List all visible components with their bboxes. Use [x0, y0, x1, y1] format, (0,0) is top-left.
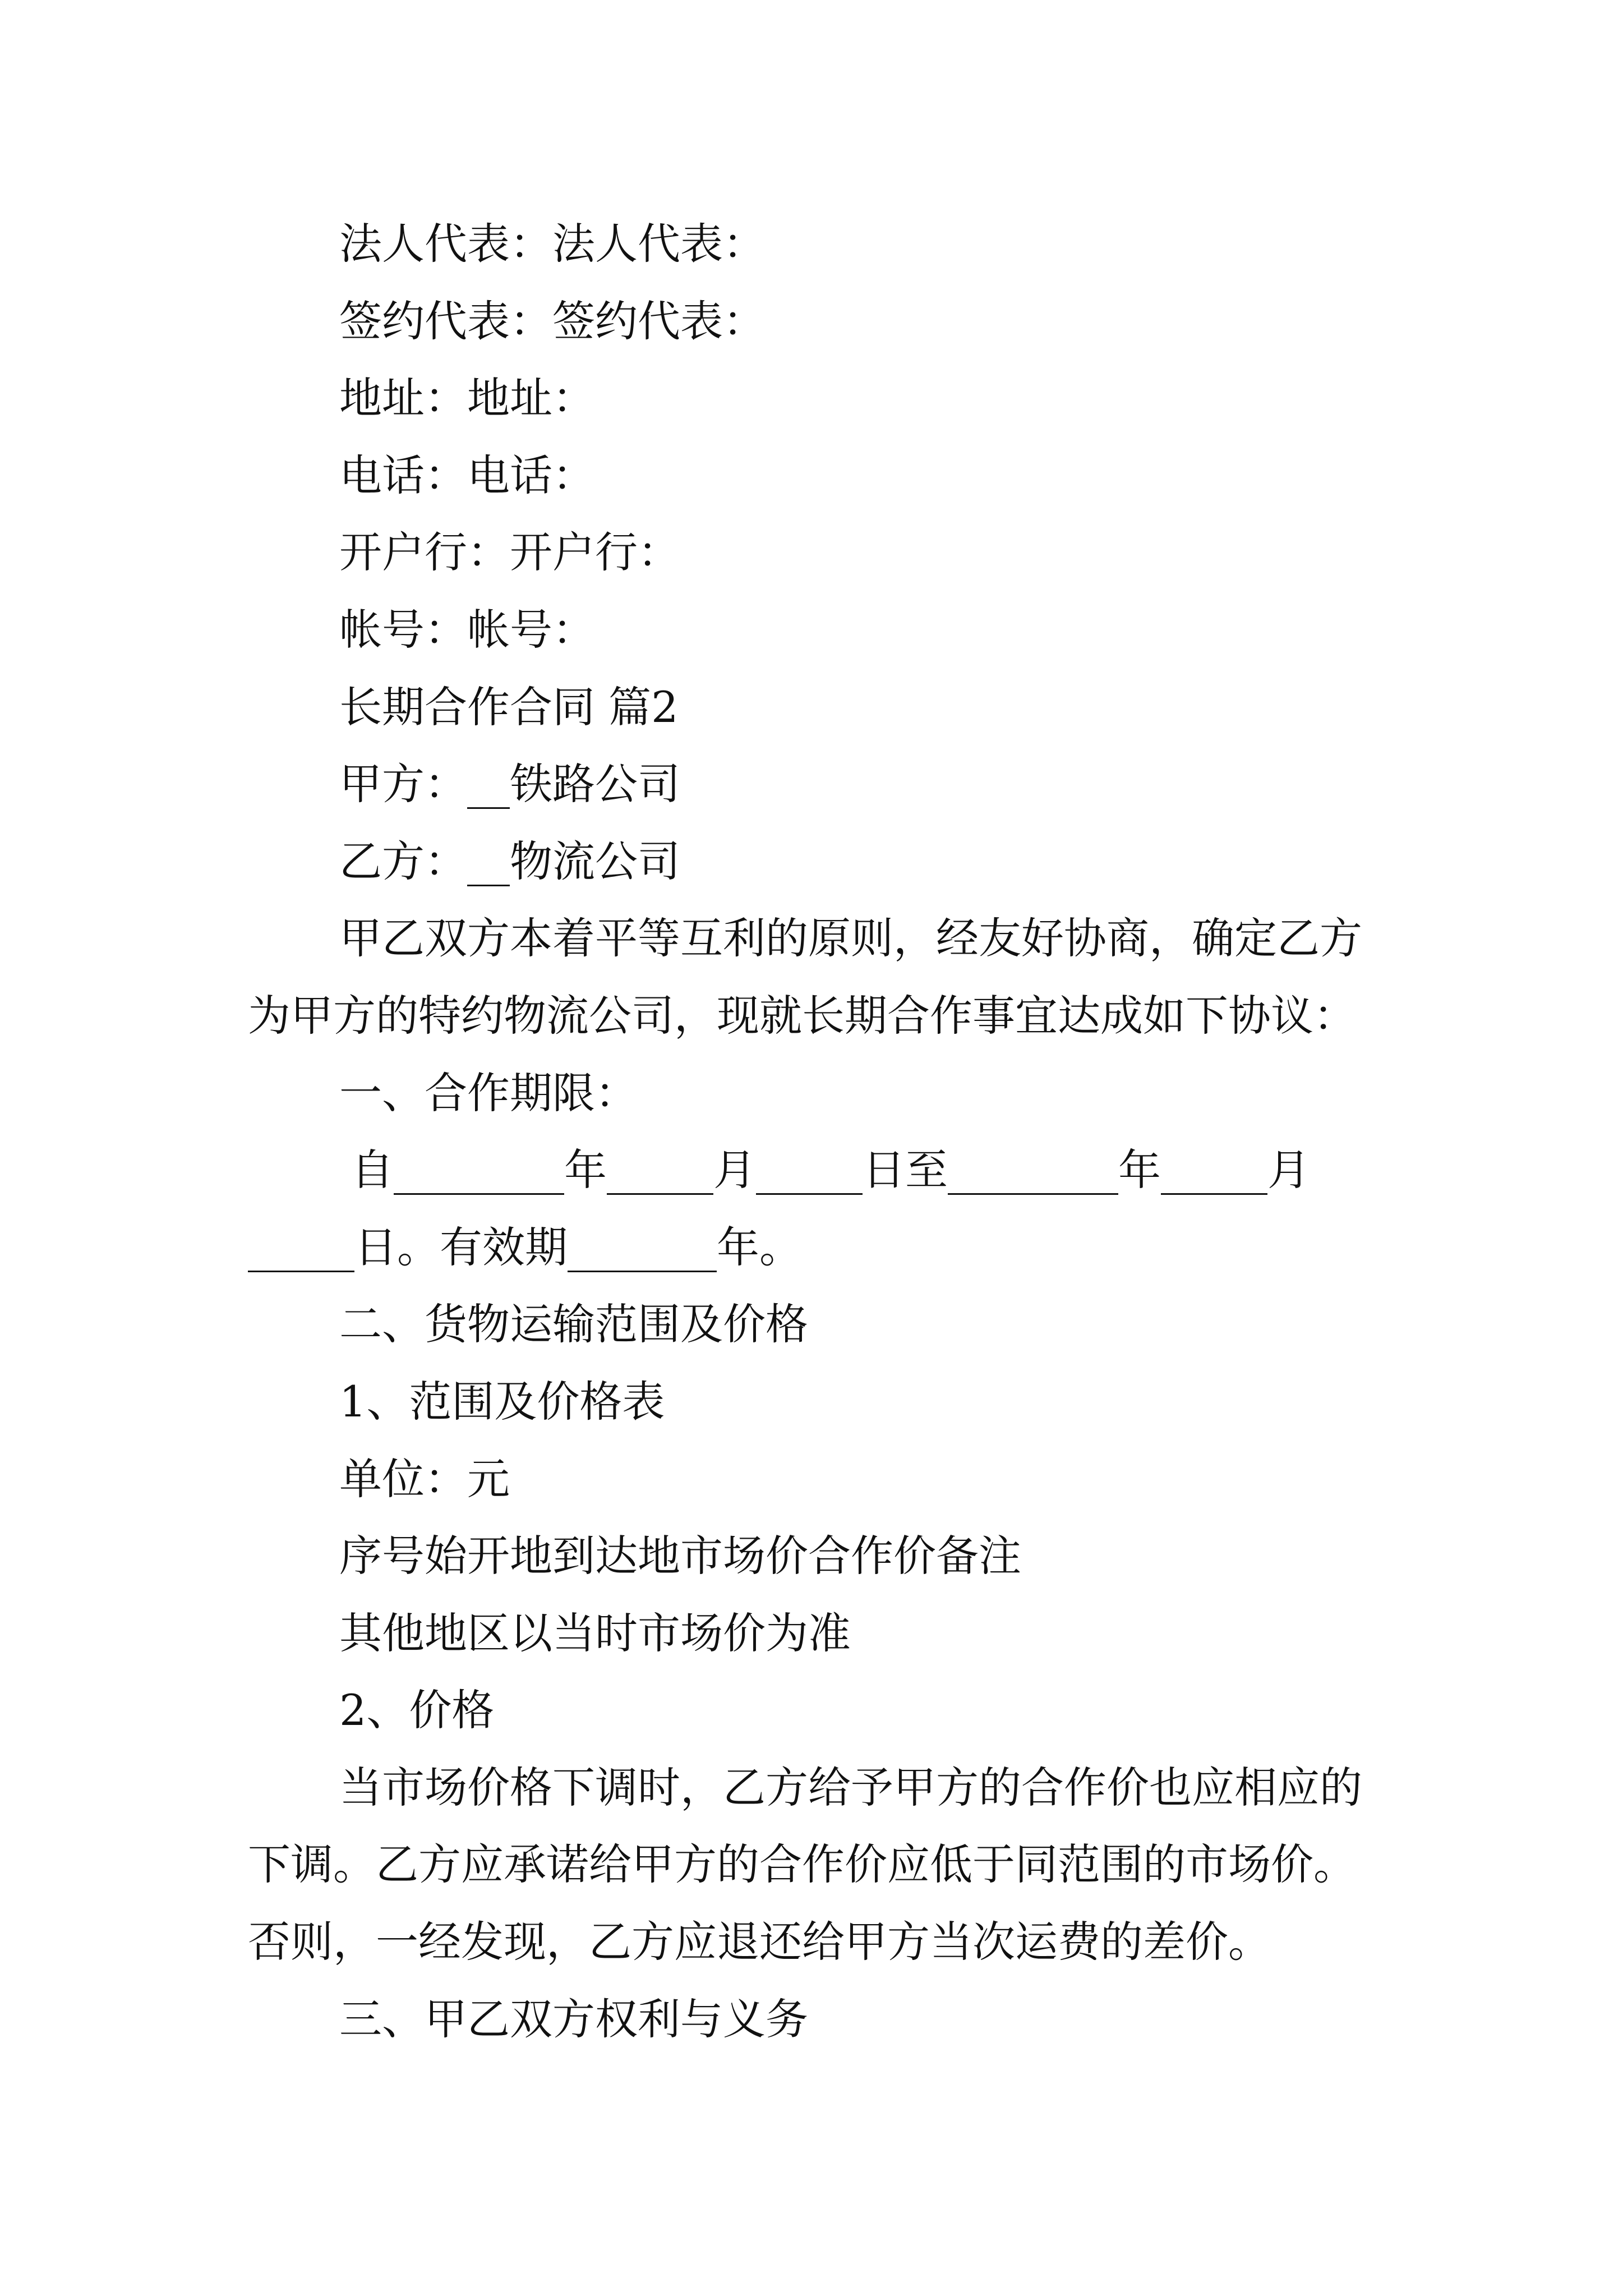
contract-title: 长期合作合同 篇2	[339, 682, 679, 732]
section-2-sub-2-heading: 2、价格	[339, 1685, 495, 1736]
unit-line: 单位：元	[339, 1453, 510, 1504]
legal-representative-line: 法人代表：法人代表：	[339, 219, 766, 269]
preamble-line-1: 甲乙双方本着平等互利的原则，经友好协商，确定乙方	[339, 913, 1362, 964]
preamble-line-2: 为甲方的特约物流公司，现就长期合作事宜达成如下协议：	[248, 990, 1356, 1041]
section-1-heading: 一、合作期限：	[339, 1068, 638, 1118]
section-3-heading: 三、甲乙双方权利与义务	[339, 1994, 808, 2044]
price-table-header: 序号始开地到达地市场价合作价备注	[339, 1531, 1021, 1581]
account-line: 帐号：帐号：	[339, 604, 595, 655]
section-2-heading: 二、货物运输范围及价格	[339, 1299, 808, 1350]
term-line-1: 自________年_____月_____日至________年_____月	[351, 1145, 1310, 1195]
address-line: 地址：地址：	[339, 373, 595, 424]
price-clause-line-3: 否则，一经发现，乙方应退还给甲方当次运费的差价。	[248, 1917, 1271, 1967]
price-clause-line-1: 当市场价格下调时，乙方给予甲方的合作价也应相应的	[339, 1762, 1362, 1812]
term-line-2: _____日。有效期_______年。	[248, 1222, 802, 1272]
bank-line: 开户行：开户行：	[339, 527, 680, 578]
signing-representative-line: 签约代表：签约代表：	[339, 296, 766, 346]
price-table-note: 其他地区以当时市场价为准	[339, 1608, 851, 1658]
phone-line: 电话：电话：	[339, 450, 595, 500]
party-a-line: 甲方：__铁路公司	[339, 759, 680, 809]
section-2-sub-1-heading: 1、范围及价格表	[339, 1376, 665, 1427]
price-clause-line-2: 下调。乙方应承诺给甲方的合作价应低于同范围的市场价。	[248, 1839, 1356, 1890]
party-b-line: 乙方：__物流公司	[339, 836, 680, 886]
